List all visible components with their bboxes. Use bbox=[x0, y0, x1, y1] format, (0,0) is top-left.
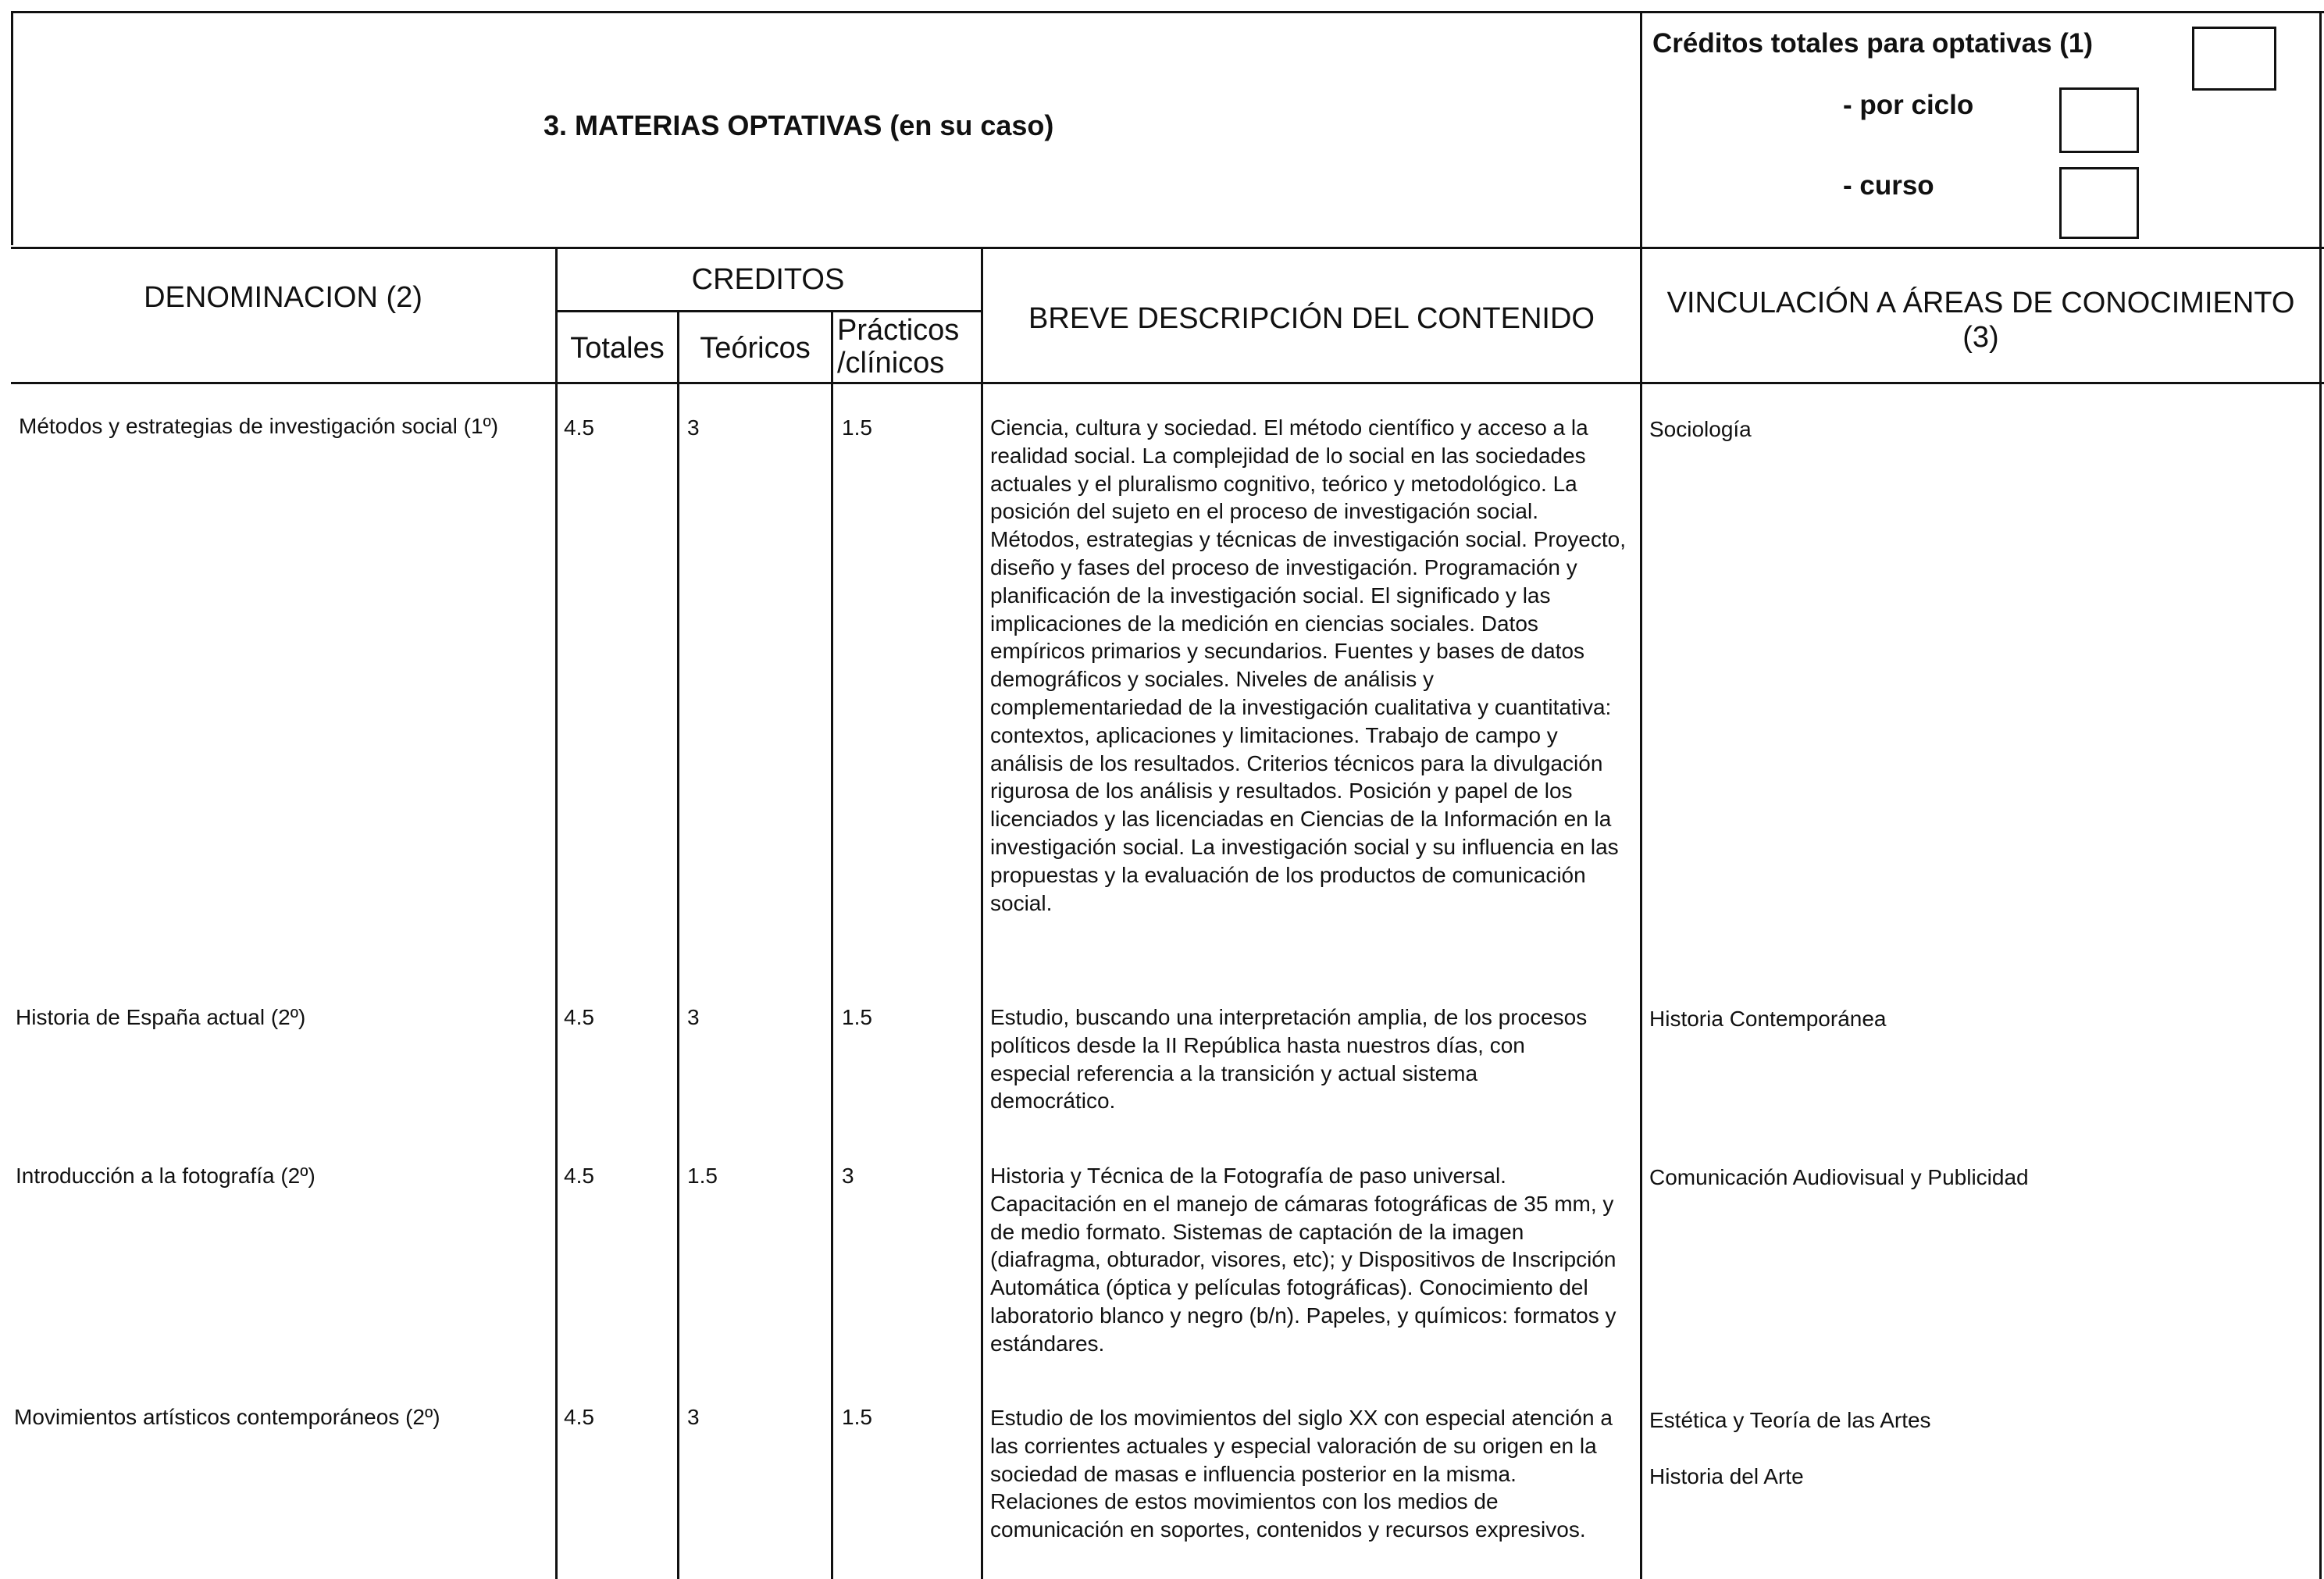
table-row-teoricos: 3 bbox=[687, 1005, 700, 1029]
table-row-area: Sociología bbox=[1649, 417, 1752, 441]
table-row-practicos: 1.5 bbox=[842, 1005, 872, 1029]
col-header-teoricos: Teóricos bbox=[700, 332, 811, 365]
table-row-totales: 4.5 bbox=[564, 415, 594, 440]
table-row-name: Historia de España actual (2º) bbox=[16, 1005, 306, 1029]
per-course-label: - curso bbox=[1843, 170, 1934, 201]
per-course-box[interactable] bbox=[2059, 167, 2139, 239]
table-row-practicos: 1.5 bbox=[842, 415, 872, 440]
table-row-practicos: 1.5 bbox=[842, 1405, 872, 1429]
table-row-totales: 4.5 bbox=[564, 1005, 594, 1029]
per-cycle-box[interactable] bbox=[2059, 87, 2139, 153]
table-row-area: Historia Contemporánea bbox=[1649, 1007, 1887, 1031]
table-row-name: Introducción a la fotografía (2º) bbox=[16, 1164, 315, 1188]
table-right-border bbox=[2319, 11, 2322, 1579]
table-row-area: Estética y Teoría de las Artes bbox=[1649, 1408, 1931, 1432]
table-row-name: Movimientos artísticos contemporáneos (2º) bbox=[14, 1405, 440, 1429]
col-divider-totales bbox=[677, 310, 679, 1579]
table-row-teoricos: 3 bbox=[687, 415, 700, 440]
column-header-bottom-rule bbox=[11, 382, 2324, 384]
table-row-description: Estudio de los movimientos del siglo XX con especial atención a las corrientes actuales y especial valoración de su origen en la sociedad de masas e influencia posterior en la misma. Relaciones de estos movimientos con los medios de comunicación en soportes, contenidos y recursos expresivos. bbox=[990, 1406, 1613, 1542]
table-row-teoricos: 1.5 bbox=[687, 1164, 718, 1188]
col-header-practicos bbox=[837, 314, 959, 380]
table-row-practicos: 3 bbox=[842, 1164, 854, 1188]
col-divider-teoricos bbox=[831, 310, 833, 1579]
col-header-practicos-line1: Prácticos bbox=[837, 314, 960, 347]
col-header-creditos: CREDITOS bbox=[691, 263, 845, 296]
col-header-vinculacion bbox=[1642, 286, 2319, 355]
table-row-area: Comunicación Audiovisual y Publicidad bbox=[1649, 1165, 2029, 1189]
header-divider bbox=[1640, 11, 1642, 1579]
credits-subheader-rule bbox=[555, 310, 982, 312]
table-top-border bbox=[11, 11, 2324, 13]
table-row-name: Métodos y estrategias de investigación social (1º) bbox=[19, 414, 499, 438]
table-row-totales: 4.5 bbox=[564, 1164, 594, 1188]
table-row-totales: 4.5 bbox=[564, 1405, 594, 1429]
section-title: 3. MATERIAS OPTATIVAS (en su caso) bbox=[544, 109, 1054, 141]
table-row-description: Ciencia, cultura y sociedad. El método científico y acceso a la realidad social. La complejidad de lo social en las sociedades actuales y el pluralismo cognitivo, teórico y metodológico. La posición del sujeto en el proceso de investigación social. Métodos, estrategias y técnicas de investigación social. Proyecto, diseño y fases del proceso de investigación. Programación y planificación de la investigación social. El significado y las implicaciones de la medición en ciencias sociales. Datos empíricos primarios y secundarios. Fuentes y bases de datos demográficos y sociales. Niveles de análisis y complementariedad de la investigación cualitativa y cuantitativa: contextos, aplicaciones y limitaciones. Trabajo de campo y análisis de los resultados. Criterios técnicos para la divulgación rigurosa de los análisis y resultados. Posición y papel de los licenciados y las licenciadas en Ciencias de la Información en la investigación social. La investigación social y su influencia en las propuestas y la evaluación de los productos de comunicación social. bbox=[990, 415, 1626, 915]
col-header-vinculacion-line1: VINCULACIÓN A ÁREAS DE CONOCIMIENTO bbox=[1666, 287, 2295, 319]
header-bottom-rule bbox=[11, 247, 2324, 249]
table-left-border bbox=[11, 11, 13, 245]
col-header-descripcion: BREVE DESCRIPCIÓN DEL CONTENIDO bbox=[1028, 302, 1595, 335]
col-header-totales: Totales bbox=[570, 332, 665, 365]
table-row-teoricos: 3 bbox=[687, 1405, 700, 1429]
table-row-area-secondary: Historia del Arte bbox=[1649, 1464, 1804, 1488]
col-header-practicos-line2: /clínicos bbox=[837, 347, 945, 380]
per-cycle-label: - por ciclo bbox=[1843, 90, 1974, 120]
credits-total-box[interactable] bbox=[2192, 27, 2276, 91]
col-divider-name bbox=[555, 247, 558, 1579]
table-row-description: Historia y Técnica de la Fotografía de paso universal. Capacitación en el manejo de cámaras fotográficas de 35 mm, y de medio formato. Sistemas de captación de la imagen (diafragma, obturador, visores, etc); y Dispositivos de Inscripción Automática (óptica y películas fotográficas). Conocimiento del laboratorio blanco y negro (b/n). Papeles, y químicos: formatos y estándares. bbox=[990, 1164, 1616, 1356]
credits-total-label: Créditos totales para optativas (1) bbox=[1652, 28, 2094, 59]
table-row-description: Estudio, buscando una interpretación amplia, de los procesos políticos desde la II República hasta nuestros días, con especial referencia a la transición y actual sistema democrático. bbox=[990, 1005, 1588, 1114]
col-header-vinculacion-line2: (3) bbox=[1962, 321, 1999, 354]
col-header-denominacion: DENOMINACION (2) bbox=[144, 281, 422, 314]
col-divider-credits bbox=[981, 247, 983, 1579]
